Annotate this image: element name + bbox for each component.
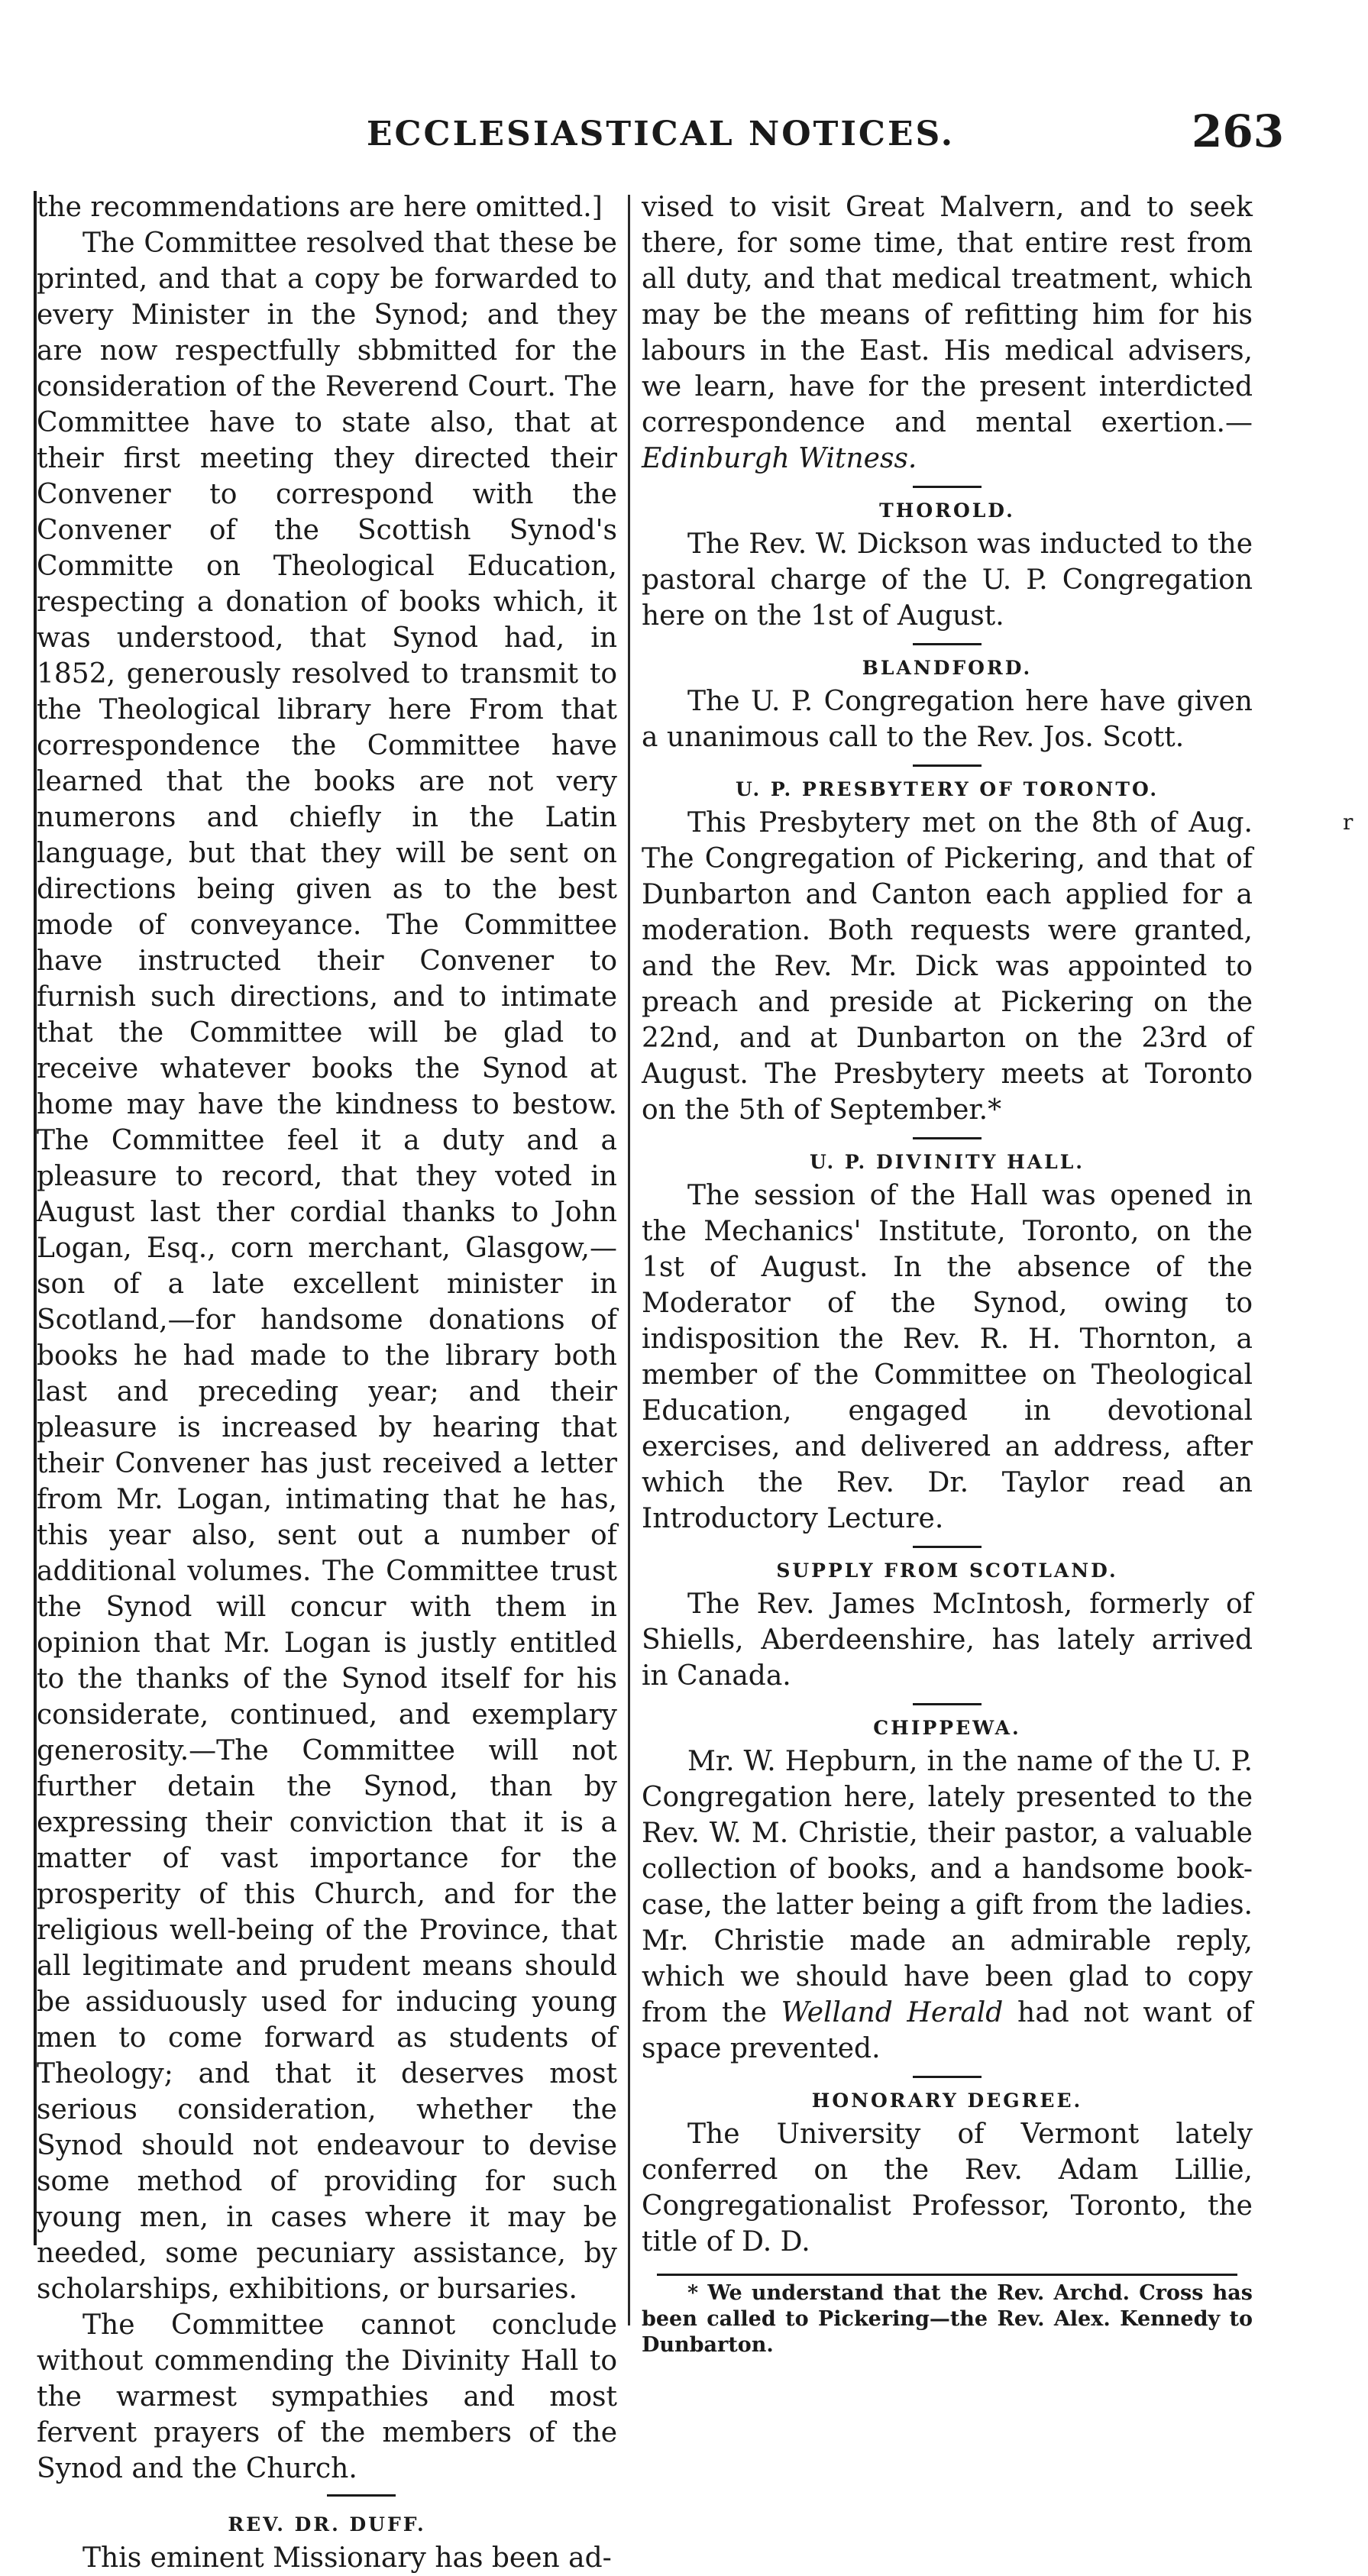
chippewa-heading: CHIPPEWA. (873, 1717, 1021, 1739)
toronto-presbytery-paragraph: This Presbytery met on the 8th of Aug. The Congregation of Pickering, and that of Dunbarton and Canton each applied for a moderation. Both requests were granted, and the Rev. Mr. Dick was appointed to preach and preside at Pickering on the 22nd, and at Dunbarton on the 23rd of August. The Presbytery meets at Toronto on the 5th of September.* (642, 807, 1253, 1126)
duff-text: vised to visit Great Malvern, and to seek there, for some time, that entire rest from all duty, and that medical treatment, which may be the means of refitting him for his labours in the East. His medical advisers, we learn, have for the present interdicted correspondence and mental exertion.— (642, 192, 1253, 438)
committee-report-paragraph: The Committee resolved that these be printed, and that a copy be forwarded to every Minister in the Synod; and they are now respectfully sbbmitted for the consideration of the Reverend Court. The Committee have to state also, that at their first meeting they directed their Convener to correspond with the Convener of the Scottish Synod's Committe on Theological Education, respecting a donation of books which, it was understood, that Synod had, in 1852, generously resolved to transmit to the Theological library here From that correspondence the Committee have learned that the books are not very numerons and chiefly in the Latin language, but that they will be sent on directions being given as to the best mode of conveyance. The Committee have instructed their Convener to furnish such directions, and to intimate that the Committee will be glad to receive whatever books the Synod at home may have the kindness to bestow. The Committee feel it a duty and a pleasure to record, that they voted in August last ther cordial thanks to John Logan, Esq., corn merchant, Glasgow,—son of a late excellent minister in Scotland,—for handsome donations of books he had made to the library both last and preceding year; and their pleasure is increased by hearing that their Convener has just received a letter from Mr. Logan, intimating that he has, this year also, sent out a number of additional volumes. The Committee trust the Synod will concur with them in opinion that Mr. Logan is justly entitled to the thanks of the Synod itself for his considerate, continued, and exemplary generosity.—The Committee will not further detain the Synod, than by expressing their conviction that it is a matter of vast importance for the prosperity of this Church, and for the religious well-being of the Province, that all legitimate and prudent means should be assiduously used for inducing young men to come forward as students of Theology; and that it deserves most serious consideration, whether the Synod should not endeavour to devise some method of providing for such young men, in cases where it may be needed, some pecuniary assistance, by scholarships, exhibitions, or bursaries. (37, 228, 617, 2305)
section-rule (913, 1137, 982, 1139)
supply-paragraph: The Rev. James McIntosh, formerly of Shiells, Aberdeenshire, has lately arrived in Canada. (642, 1589, 1253, 1692)
chippewa-text: Mr. W. Hepburn, in the name of the U. P. Congregation here, lately presented to the Rev. W. M. Christie, their pastor, a valuable collection of books, and a handsome book-case, the latter being a gift from the ladies. Mr. Christie made an admirable reply, which we should have been glad to copy from the (642, 1746, 1253, 2028)
section-rule (913, 2076, 982, 2078)
section-rule (913, 1703, 982, 1705)
duff-paragraph-continued (642, 189, 1253, 477)
honorary-degree-paragraph: The University of Vermont lately conferred on the Rev. Adam Lillie, Congregationalist Professor, Toronto, the title of D. D. (642, 2119, 1253, 2258)
page-number: 263 (1192, 105, 1285, 157)
supply-heading: SUPPLY FROM SCOTLAND. (776, 1559, 1118, 1582)
section-rule (37, 2487, 617, 2505)
footnote-rule (657, 2274, 1237, 2276)
section-rule (913, 486, 982, 488)
omitted-note: the recommendations are here omitted.] (37, 192, 603, 223)
divinity-hall-heading: U. P. DIVINITY HALL. (809, 1151, 1085, 1173)
margin-mark: r (1343, 810, 1353, 835)
duff-paragraph-start: This eminent Missionary has been ad- (82, 2542, 612, 2574)
footnote: * We understand that the Rev. Archd. Cross has been called to Pickering—the Rev. Alex. Kennedy to Dunbarton. (642, 2281, 1253, 2357)
duff-heading: REV. DR. DUFF. (228, 2513, 426, 2536)
section-rule (913, 643, 982, 645)
right-column (642, 189, 1253, 2358)
toronto-presbytery-heading: U. P. PRESBYTERY OF TORONTO. (735, 778, 1159, 800)
thorold-heading: THOROLD. (879, 499, 1015, 522)
column-divider (628, 195, 630, 2326)
blandford-paragraph: The U. P. Congregation here have given a unanimous call to the Rev. Jos. Scott. (642, 686, 1253, 753)
honorary-degree-heading: HONORARY DEGREE. (811, 2090, 1083, 2112)
committee-conclusion-paragraph: The Committee cannot conclude without commending the Divinity Hall to the warmest sympathies and most fervent prayers of the members of the Synod and the Church. (37, 2309, 617, 2484)
chippewa-text-end: had not want of space prevented. (642, 1997, 1253, 2064)
left-column (37, 189, 617, 2576)
section-rule (913, 764, 982, 767)
chippewa-newspaper: Welland Herald (781, 1997, 1004, 2028)
blandford-heading: BLANDFORD. (862, 657, 1033, 679)
chippewa-paragraph (642, 1744, 1253, 2067)
thorold-paragraph: The Rev. W. Dickson was inducted to the pastoral charge of the U. P. Congregation here on the 1st of August. (642, 528, 1253, 632)
duff-source: Edinburgh Witness. (642, 443, 917, 474)
running-head: ECCLESIASTICAL NOTICES. (367, 115, 956, 154)
divinity-hall-paragraph: The session of the Hall was opened in the Mechanics' Institute, Toronto, on the 1st of August. In the absence of the Moderator of the Synod, owing to indisposition the Rev. R. H. Thornton, a member of the Committee on Theological Education, engaged in devotional exercises, and delivered an address, after which the Rev. Dr. Taylor read an Introductory Lecture. (642, 1180, 1253, 1534)
section-rule (913, 1546, 982, 1548)
